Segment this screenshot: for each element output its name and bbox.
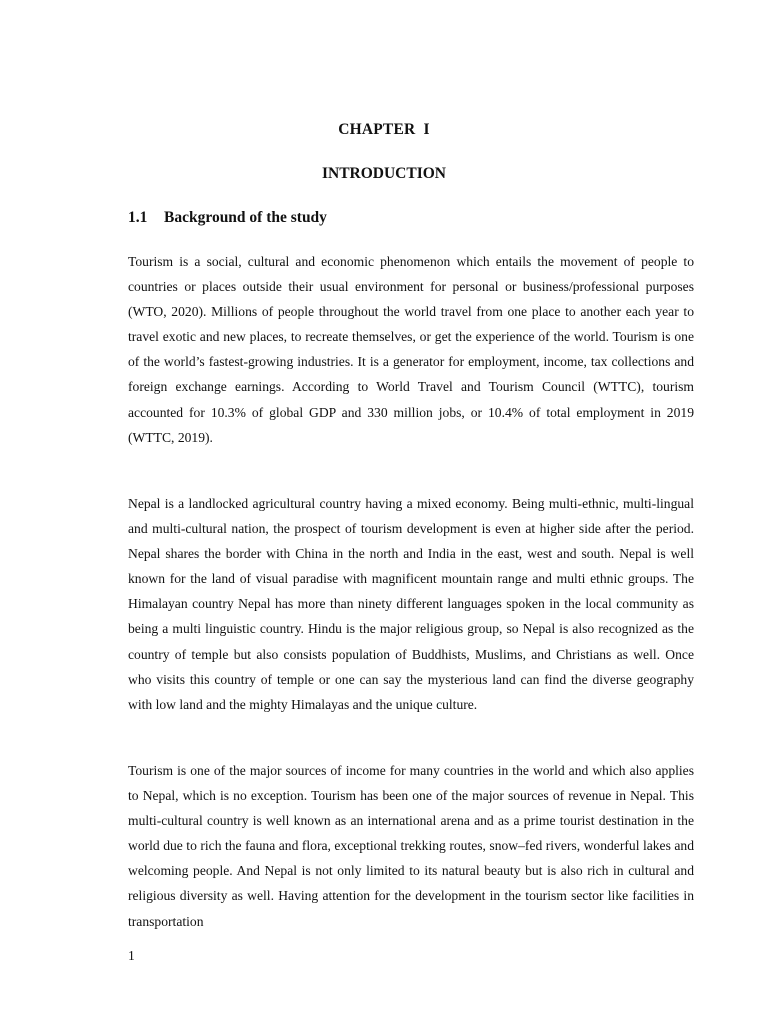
section-title: Background of the study [164,209,327,226]
section-heading [128,209,327,227]
paragraph-3: Tourism is one of the major sources of income for many countries in the world and which also applies to Nepal, which is no exception. Tourism has been one of the major sources of revenue in Nepal. This multi-cultural country is well known as an international arena and as a prime tourist destination in the world due to rich the fauna and flora, exceptional trekking routes, snow–fed rivers, wonderful lakes and welcoming people. And Nepal is not only limited to its natural beauty but is also rich in cultural and religious diversity as well. Having attention for the development in the tourism sector like facilities in transportation [128,763,694,929]
chapter-heading: CHAPTER I [338,121,430,138]
paragraph-1: Tourism is a social, cultural and economic phenomenon which entails the movement of people to countries or places outside their usual environment for personal or business/professional purposes (WTO, 2020). Millions of people throughout the world travel from one place to another each year to travel exotic and new places, to recreate themselves, or get the experience of the world. Tourism is one of the world’s fastest-growing industries. It is a generator for employment, income, tax collections and foreign exchange earnings. According to World Travel and Tourism Council (WTTC), tourism accounted for 10.3% of global GDP and 330 million jobs, or 10.4% of total employment in 2019 (WTTC, 2019). [128,254,694,445]
section-number: 1.1 [128,209,148,226]
chapter-title: INTRODUCTION [321,165,446,182]
paragraph-2: Nepal is a landlocked agricultural country having a mixed economy. Being multi-ethnic, multi-lingual and multi-cultural nation, the prospect of tourism development is even at higher side after the period. Nepal shares the border with China in the north and India in the east, west and south. Nepal is well known for the land of visual paradise with magnificent mountain range and multi ethnic groups. The Himalayan country Nepal has more than ninety different languages spoken in the local community as being a multi linguistic country. Hindu is the major religious group, so Nepal is also recognized as the country of temple but also consists population of Buddhists, Muslims, and Christians as well. Once who visits this country of temple or one can say the mysterious land can find the diverse geography with low land and the mighty Himalayas and the unique culture. [128,496,694,712]
page-number: 1 [128,948,135,963]
